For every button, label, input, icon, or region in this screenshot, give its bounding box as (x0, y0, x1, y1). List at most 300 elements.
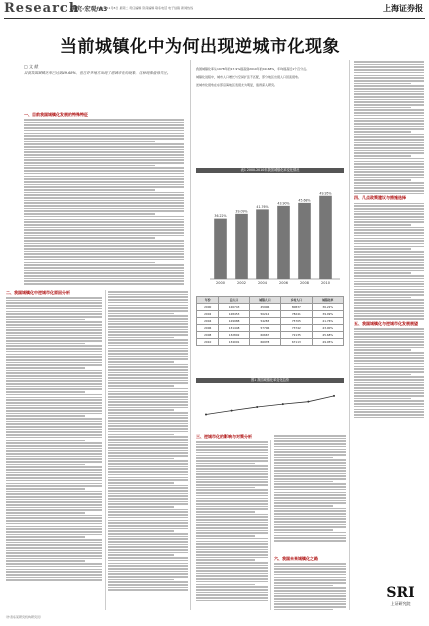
text-line (6, 394, 102, 396)
text-line (108, 318, 188, 320)
text-line (6, 311, 102, 313)
chart-trend (196, 378, 344, 430)
body-text (6, 296, 102, 582)
text-line (108, 439, 188, 441)
text-line (108, 369, 188, 371)
text-line (354, 72, 424, 74)
text-line (6, 375, 102, 377)
text-line (108, 299, 188, 301)
body-text (274, 562, 346, 611)
text-line (6, 569, 102, 571)
text-line (354, 107, 411, 109)
text-line (24, 283, 184, 285)
text-line (274, 443, 346, 445)
text-line (196, 449, 268, 451)
text-line (6, 512, 85, 514)
text-line (108, 313, 174, 315)
bar-chart-svg (196, 173, 344, 291)
text-line (196, 495, 268, 497)
text-line (354, 109, 424, 111)
text-line (6, 372, 102, 374)
data-table (196, 296, 344, 374)
left-column-top (24, 112, 184, 286)
text-line (354, 185, 424, 187)
text-line (108, 495, 188, 497)
text-line (354, 96, 424, 98)
text-line (108, 372, 188, 374)
text-line (354, 112, 424, 114)
text-line (24, 194, 184, 196)
text-line (196, 492, 268, 494)
text-line (6, 563, 102, 565)
chart-title: 表1 2000-2010年我国城镇化率变化情况 (196, 168, 344, 173)
mid-column-lower-c (274, 556, 346, 611)
section-heading: 二、我国城镇化中逆城市化原因分析 (6, 290, 70, 295)
text-line (108, 528, 188, 530)
text-line (196, 586, 268, 588)
text-line (108, 345, 188, 347)
text-line (6, 501, 102, 503)
series-line (206, 396, 334, 415)
text-line (6, 348, 102, 350)
tick-label: 2002 (237, 281, 246, 285)
text-line (6, 397, 102, 399)
text-line (108, 498, 188, 500)
text-line (354, 294, 424, 296)
text-line (6, 552, 102, 554)
text-line (354, 360, 424, 362)
text-line (274, 529, 333, 531)
text-line (108, 310, 188, 312)
text-line (274, 540, 346, 542)
text-line (354, 93, 424, 95)
text-line (108, 442, 188, 444)
text-line (6, 337, 102, 339)
text-line (196, 444, 268, 446)
bar (298, 203, 311, 279)
text-line (274, 513, 346, 515)
text-line (108, 361, 174, 363)
table-row (197, 332, 344, 339)
text-line (354, 278, 424, 280)
text-line (6, 319, 85, 321)
text-line (354, 139, 424, 141)
text-line (24, 119, 184, 121)
text-line (6, 547, 102, 549)
text-line (196, 524, 268, 526)
article-abstract: 目前我国城镇化率已达到49.68%，但在许多地方出现了逆城市化的现象，这种现象值得关注。 (24, 71, 171, 75)
table-cell: 43.90% (312, 325, 343, 332)
text-line (196, 557, 268, 559)
text-line (24, 154, 184, 156)
text-line (196, 541, 268, 543)
text-line (274, 510, 346, 512)
text-line (354, 299, 424, 301)
text-line (108, 546, 188, 548)
text-line (196, 455, 268, 457)
text-line (354, 341, 424, 343)
data-point (231, 410, 233, 412)
text-line (6, 491, 102, 493)
text-line (24, 178, 184, 180)
text-line (354, 118, 424, 120)
text-line (354, 190, 424, 192)
text-line (24, 275, 184, 277)
text-line (6, 528, 102, 530)
text-line (274, 521, 346, 523)
text-line (354, 166, 424, 168)
text-line (108, 479, 188, 481)
text-line (108, 358, 188, 360)
text-line (108, 541, 188, 543)
text-line (24, 245, 184, 247)
text-line (108, 404, 188, 406)
text-line (24, 262, 155, 264)
text-line (24, 272, 184, 274)
text-line (24, 162, 184, 164)
text-line (354, 64, 424, 66)
table-header-cell: 城镇人口 (249, 297, 280, 304)
table-cell: 129988 (219, 318, 249, 325)
text-line (108, 447, 188, 449)
text-line (6, 539, 102, 541)
text-line (354, 69, 424, 71)
text-line (6, 480, 102, 482)
text-line (354, 104, 424, 106)
text-line (354, 243, 424, 245)
text-line (354, 213, 424, 215)
section-brand: Research (4, 1, 80, 16)
text-line (108, 377, 188, 379)
data-label: 45.68% (298, 198, 311, 203)
text-line (196, 600, 268, 602)
text-line (6, 496, 102, 498)
text-line (6, 485, 102, 487)
section-heading: 一、目前我国城镇化发展的特殊特征 (24, 112, 88, 117)
data-label: 41.76% (256, 204, 269, 209)
text-line (24, 135, 184, 137)
section-heading: 五、我国城镇化与逆城市化发展展望 (354, 320, 418, 326)
text-line (24, 189, 155, 191)
table-cell: 80837 (281, 304, 312, 311)
text-line (108, 444, 188, 446)
text-line (196, 508, 268, 510)
text-line (24, 264, 184, 266)
text-line (354, 120, 424, 122)
text-line (274, 462, 346, 464)
text-line (354, 409, 424, 411)
text-line (108, 331, 188, 333)
text-line (108, 552, 188, 554)
text-line (6, 324, 102, 326)
mid-left-column (108, 290, 188, 592)
text-line (6, 300, 102, 302)
text-line (274, 574, 346, 576)
text-line (6, 526, 102, 528)
text-line (108, 490, 188, 492)
text-line (354, 395, 424, 397)
text-line (196, 573, 268, 575)
right-column (354, 60, 424, 419)
text-line (274, 601, 346, 603)
text-line (6, 466, 102, 468)
text-line (108, 420, 188, 422)
text-line (196, 479, 268, 481)
article-title: 当前城镇化中为何出现逆城市化现象 (60, 37, 340, 57)
table-cell: 66978 (249, 339, 280, 346)
text-line (108, 487, 188, 489)
text-line (24, 224, 184, 226)
tick-label: 2004 (258, 281, 267, 285)
article-author: □ 文 献 (24, 64, 39, 69)
text-line (196, 570, 268, 572)
text-line (6, 388, 102, 390)
text-line (354, 75, 424, 77)
text-line (274, 508, 346, 510)
text-line (6, 523, 102, 525)
text-line (6, 456, 102, 458)
text-line (24, 149, 184, 151)
text-line (108, 573, 188, 575)
text-line (196, 484, 268, 486)
text-line (6, 574, 102, 576)
text-line (196, 592, 268, 594)
text-line (24, 251, 184, 253)
text-line (108, 589, 188, 591)
text-line (274, 483, 346, 485)
text-line (108, 339, 188, 341)
text-line (108, 305, 188, 307)
text-line (108, 356, 188, 358)
text-line (6, 305, 102, 307)
text-line (196, 460, 268, 462)
column-divider (270, 440, 271, 610)
bullet-item: 逆城市化现象在东部沿海地区表现尤为明显，值得深入研究。 (196, 83, 278, 88)
text-line (354, 163, 424, 165)
text-line (6, 345, 102, 347)
text-line (6, 483, 102, 485)
text-line (24, 184, 184, 186)
text-line (108, 477, 188, 479)
text-line (108, 315, 188, 317)
section-heading: 四、几点政策建议与措施选择 (354, 195, 406, 201)
bar (319, 196, 332, 279)
bar (277, 206, 290, 279)
text-line (354, 390, 424, 392)
text-line (108, 576, 188, 578)
text-line (6, 515, 102, 517)
text-line (354, 333, 424, 335)
text-line (354, 126, 424, 128)
text-line (354, 161, 424, 163)
text-line (6, 571, 102, 573)
table-cell: 73742 (281, 325, 312, 332)
footer-credit: （作者系某研究机构研究员） (4, 615, 44, 619)
section-label: 研究·宏观/A3 (70, 6, 108, 13)
text-line (354, 232, 424, 234)
text-line (274, 454, 346, 456)
text-line (6, 577, 102, 579)
text-line (108, 530, 174, 532)
text-line (108, 423, 188, 425)
text-line (196, 516, 268, 518)
text-line (108, 307, 188, 309)
bar (214, 219, 227, 279)
table-cell: 75705 (281, 318, 312, 325)
text-line (24, 143, 184, 145)
text-line (354, 83, 411, 85)
body-text (354, 60, 424, 195)
text-line (354, 270, 424, 272)
text-line (196, 562, 268, 564)
text-line (196, 535, 255, 537)
text-line (6, 558, 102, 560)
text-line (354, 392, 424, 394)
text-line (274, 435, 346, 437)
text-line (354, 403, 424, 405)
text-line (24, 216, 184, 218)
text-line (6, 488, 85, 490)
text-line (274, 535, 346, 537)
text-line (354, 310, 424, 312)
text-line (6, 493, 102, 495)
text-line (108, 538, 188, 540)
page-header (0, 0, 429, 18)
text-line (108, 522, 188, 524)
text-line (6, 429, 102, 431)
bullet-item: 我国城镇化率从1978年的17.9%提高到2010年的49.68%，年均提高近1个百分点。 (196, 67, 310, 71)
text-line (6, 340, 102, 342)
text-line (196, 575, 268, 577)
text-line (354, 336, 424, 338)
bar (235, 214, 248, 279)
text-line (24, 151, 184, 153)
text-line (196, 471, 268, 473)
text-line (6, 370, 102, 372)
text-line (24, 237, 155, 239)
body-text (274, 434, 346, 543)
text-line (196, 584, 255, 586)
text-line (274, 563, 346, 565)
text-line (354, 77, 424, 79)
logo-mark: SRI (386, 585, 415, 601)
text-line (108, 587, 188, 589)
text-line (108, 431, 188, 433)
text-line (6, 362, 102, 364)
text-line (354, 179, 411, 181)
text-line (196, 549, 268, 551)
text-line (24, 248, 184, 250)
table-cell: 126743 (219, 304, 249, 311)
table-cell: 50212 (249, 311, 280, 318)
text-line (354, 128, 424, 130)
text-line (354, 208, 424, 210)
text-line (274, 489, 346, 491)
text-line (274, 595, 346, 597)
text-line (6, 380, 102, 382)
text-line (354, 85, 424, 87)
text-line (108, 428, 188, 430)
text-line (354, 144, 424, 146)
bullet-item: 城镇化进程中，城市人口增长与空间扩张不匹配，部分地区出现人口回流现象。 (196, 75, 302, 80)
text-line (354, 414, 424, 416)
text-line (274, 502, 346, 504)
text-line (196, 487, 255, 489)
text-line (196, 532, 268, 534)
text-line (274, 481, 333, 483)
text-line (6, 555, 102, 557)
text-line (6, 383, 102, 385)
table-cell: 131448 (219, 325, 249, 332)
text-line (108, 385, 174, 387)
text-line (274, 526, 346, 528)
text-line (6, 354, 102, 356)
text-line (6, 442, 102, 444)
text-line (354, 352, 424, 354)
tick-label: 2008 (300, 281, 309, 285)
text-line (354, 227, 424, 229)
text-line (196, 581, 268, 583)
text-line (108, 302, 188, 304)
text-line (108, 380, 188, 382)
text-line (108, 291, 188, 293)
text-line (6, 302, 102, 304)
text-line (6, 327, 102, 329)
body-text (24, 118, 184, 286)
text-line (354, 131, 411, 133)
text-line (108, 506, 174, 508)
text-line (196, 498, 268, 500)
text-line (274, 598, 346, 600)
text-line (6, 297, 102, 299)
text-line (274, 579, 346, 581)
data-label: 36.22% (214, 214, 227, 219)
text-line (108, 326, 188, 328)
text-line (108, 493, 188, 495)
text-line (108, 401, 188, 403)
summary-bullets (196, 67, 346, 92)
text-line (108, 391, 188, 393)
text-line (24, 270, 184, 272)
text-line (274, 486, 346, 488)
text-line (24, 243, 184, 245)
text-line (354, 384, 424, 386)
text-line (108, 520, 188, 522)
data-label: 43.90% (277, 201, 290, 206)
text-line (196, 489, 268, 491)
text-line (108, 525, 188, 527)
text-line (354, 152, 424, 154)
text-line (24, 141, 155, 143)
text-line (108, 396, 188, 398)
text-line (108, 350, 188, 352)
text-line (24, 146, 184, 148)
text-line (274, 518, 346, 520)
header-info: 2011年11月8日 星期二 责任编辑 资深编辑 联系电话 电子信箱 新闻热线 (96, 6, 194, 10)
text-line (196, 463, 255, 465)
text-line (196, 546, 268, 548)
text-line (196, 473, 268, 475)
text-line (354, 363, 424, 365)
text-line (354, 349, 411, 351)
text-line (24, 138, 184, 140)
text-line (354, 66, 424, 68)
text-line (354, 235, 424, 237)
text-line (274, 473, 346, 475)
body-text (354, 327, 424, 419)
text-line (108, 466, 188, 468)
text-line (354, 248, 411, 250)
